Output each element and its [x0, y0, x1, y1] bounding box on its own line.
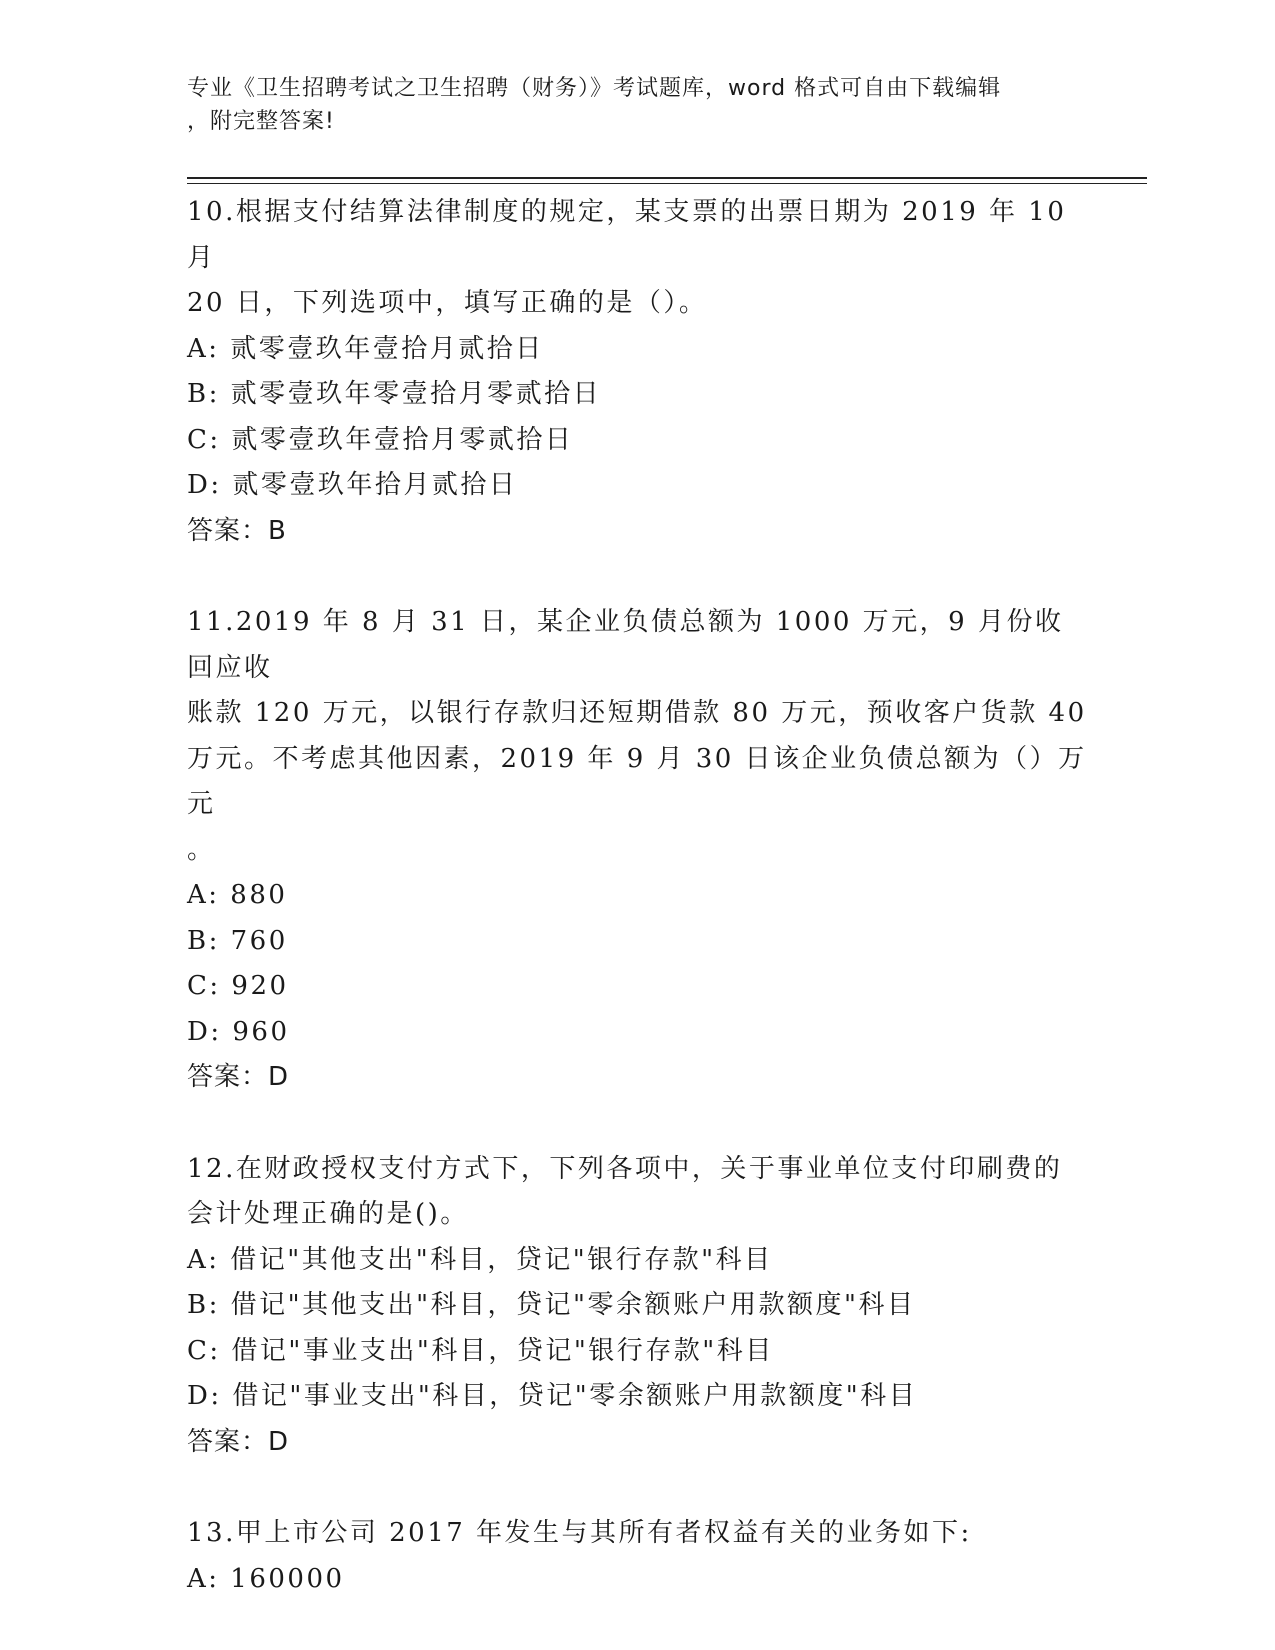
- option-a: A: 160000: [187, 1563, 345, 1594]
- option-d: D: 960: [187, 1016, 290, 1047]
- question-text-line: 会计处理正确的是()。: [187, 1199, 469, 1229]
- question-13: [187, 1511, 1087, 1602]
- question-12: [187, 1147, 1087, 1466]
- header-line-1: 专业《卫生招聘考试之卫生招聘（财务）》考试题库，word 格式可自由下载编辑: [187, 76, 1002, 101]
- option-a: A: 880: [187, 880, 288, 910]
- answer: 答案：D: [187, 1426, 290, 1457]
- header-divider-thick: [187, 177, 1147, 179]
- question-text-line: 12.在财政授权支付方式下，下列各项中，关于事业单位支付印刷费的: [187, 1153, 1063, 1184]
- option-d: D: 借记"事业支出"科目，贷记"零余额账户用款额度"科目: [187, 1381, 918, 1411]
- option-d: D: 贰零壹玖年拾月贰拾日: [187, 470, 518, 500]
- question-text-line: 账款 120 万元，以银行存款归还短期借款 80 万元，预收客户货款 40: [187, 698, 1087, 728]
- option-a: A: 贰零壹玖年壹拾月贰拾日: [187, 333, 544, 364]
- option-a: A: 借记"其他支出"科目，贷记"银行存款"科目: [187, 1244, 773, 1275]
- option-c: C: 借记"事业支出"科目，贷记"银行存款"科目: [187, 1335, 774, 1366]
- header-line-2: ，附完整答案!: [187, 109, 335, 134]
- question-text-line: 万元。不考虑其他因素，2019 年 9 月 30 日该企业负债总额为（）万元: [187, 743, 1087, 819]
- answer: 答案：D: [187, 1062, 290, 1092]
- question-text-line: 。: [187, 834, 214, 865]
- question-11: [187, 600, 1087, 1101]
- option-c: C: 贰零壹玖年壹拾月零贰拾日: [187, 424, 574, 455]
- question-list: [187, 190, 1087, 1648]
- document-header: [187, 72, 1077, 138]
- header-divider-thin: [187, 183, 1147, 184]
- option-b: B: 760: [187, 925, 288, 956]
- question-text-line: 20 日，下列选项中，填写正确的是（）。: [187, 288, 708, 318]
- option-b: B: 借记"其他支出"科目，贷记"零余额账户用款额度"科目: [187, 1290, 916, 1320]
- option-b: B: 贰零壹玖年零壹拾月零贰拾日: [187, 379, 602, 409]
- question-text-line: 10.根据支付结算法律制度的规定，某支票的出票日期为 2019 年 10 月: [187, 197, 1067, 273]
- question-10: [187, 190, 1087, 554]
- question-text-line: 13.甲上市公司 2017 年发生与其所有者权益有关的业务如下:: [187, 1518, 972, 1548]
- answer: 答案：B: [187, 515, 287, 546]
- question-text-line: 11.2019 年 8 月 31 日，某企业负债总额为 1000 万元，9 月份收回应收: [187, 607, 1064, 683]
- option-c: C: 920: [187, 971, 289, 1001]
